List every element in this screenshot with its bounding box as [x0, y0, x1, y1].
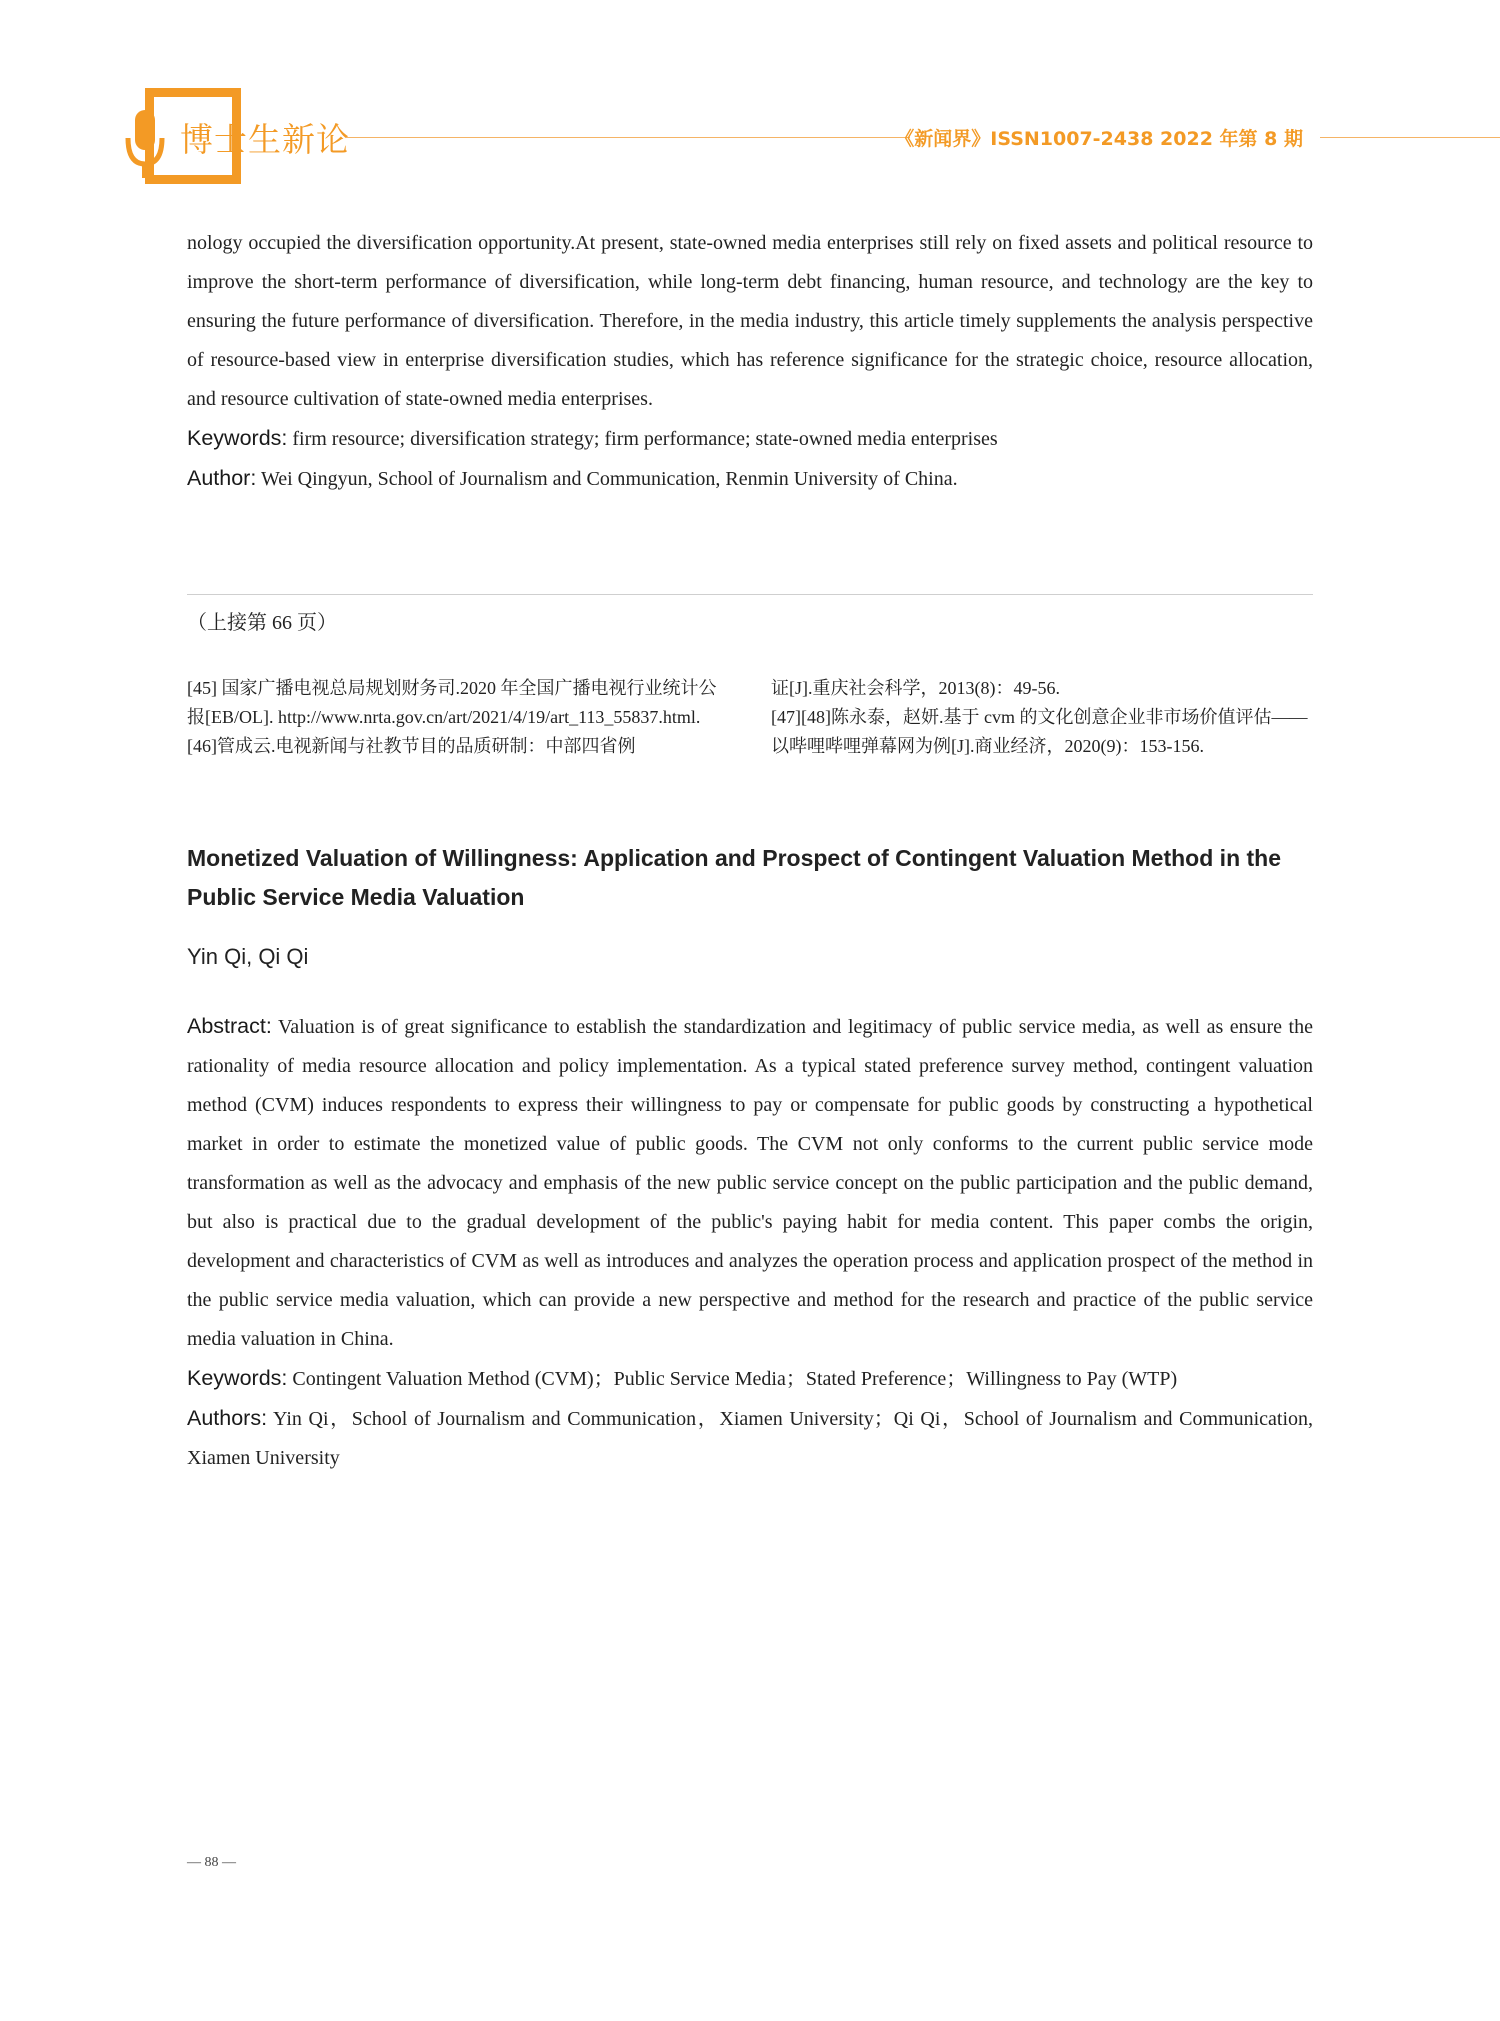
section-title: 博士生新论	[180, 120, 350, 159]
authors-detail-text: Yin Qi，School of Journalism and Communication，Xiamen University；Qi Qi，School of Journalism and Communication, Xiamen University	[187, 1408, 1313, 1469]
author-label: Author:	[187, 466, 257, 490]
prev-abstract-tail: nology occupied the diversification opportunity.At present, state-owned media enterprises still rely on fixed assets and political resource to improve the short-term performance of diversification, while long-term debt financing, human resource, and technology are the key to ensuring the future performance of diversification. Therefore, in the media industry, this article timely supplements the analysis perspective of resource-based view in enterprise diversification studies, which has reference significance for the strategic choice, resource allocation, and resource cultivation of state-owned media enterprises.	[187, 232, 1313, 410]
keywords-label: Keywords:	[187, 426, 288, 450]
section-divider	[187, 594, 1313, 595]
authors-label: Authors:	[187, 1406, 268, 1430]
reference-item: [45] 国家广播电视总局规划财务司.2020 年全国广播电视行业统计公报[EB/OL]. http://www.nrta.gov.cn/art/2021/4/19/art_113_55837.html.	[187, 678, 717, 727]
article-keywords-text: Contingent Valuation Method (CVM)；Public Service Media；Stated Preference；Willingness to Pay (WTP)	[287, 1368, 1178, 1390]
continued-from-note: （上接第 66 页）	[187, 612, 337, 634]
reference-item: 证[J].重庆社会科学，2013(8)：49-56.	[771, 678, 1060, 698]
article-title: Monetized Valuation of Willingness: Application and Prospect of Contingent Valuation Method in the Public Service Media Valuation	[187, 845, 1282, 910]
prev-keywords	[187, 419, 1313, 459]
article-keywords	[187, 1359, 1313, 1399]
references-right-column	[771, 674, 1313, 761]
abstract	[187, 1007, 1313, 1359]
prev-author	[187, 459, 1313, 499]
reference-item: [47][48]陈永泰，赵妍.基于 cvm 的文化创意企业非市场价值评估——以哔哩哔哩弹幕网为例[J].商业经济，2020(9)：153-156.	[771, 707, 1308, 756]
article-authors-detail	[187, 1399, 1313, 1478]
journal-info: 《新闻界》ISSN1007-2438 2022 年第 8 期	[895, 128, 1303, 150]
article-authors: Yin Qi, Qi Qi	[187, 944, 309, 969]
prev-author-text: Wei Qingyun, School of Journalism and Communication, Renmin University of China.	[256, 468, 958, 490]
keywords-label: Keywords:	[187, 1366, 288, 1390]
reference-item: [46]管成云.电视新闻与社教节目的品质研制：中部四省例	[187, 736, 636, 756]
microphone-icon	[125, 108, 165, 182]
references-left-column	[187, 674, 729, 761]
article-abstract-block	[187, 1007, 1313, 1478]
prev-article-block	[187, 224, 1313, 499]
abstract-label: Abstract:	[187, 1014, 272, 1038]
page-number: — 88 —	[187, 1855, 236, 1870]
header-rule-right	[1320, 137, 1500, 138]
abstract-text: Valuation is of great significance to establish the standardization and legitimacy of public service media, as well as ensure the rationality of media resource allocation and policy implementation. As a typical stated preference survey method, contingent valuation method (CVM) induces respondents to express their willingness to pay or compensate for public goods by constructing a hypothetical market in order to estimate the monetized value of public goods. The CVM not only conforms to the current public service mode transformation as well as the advocacy and emphasis of the new public service concept on the public participation and the public demand, but also is practical due to the gradual development of the public's paying habit for media content. This paper combs the origin, development and characteristics of CVM as well as introduces and analyzes the operation process and application prospect of the method in the public service media valuation, which can provide a new perspective and method for the research and practice of the public service media valuation in China.	[187, 1016, 1313, 1350]
header-rule	[345, 137, 910, 138]
prev-keywords-text: firm resource; diversification strategy; firm performance; state-owned media enterprises	[287, 428, 998, 450]
references	[187, 674, 1313, 761]
